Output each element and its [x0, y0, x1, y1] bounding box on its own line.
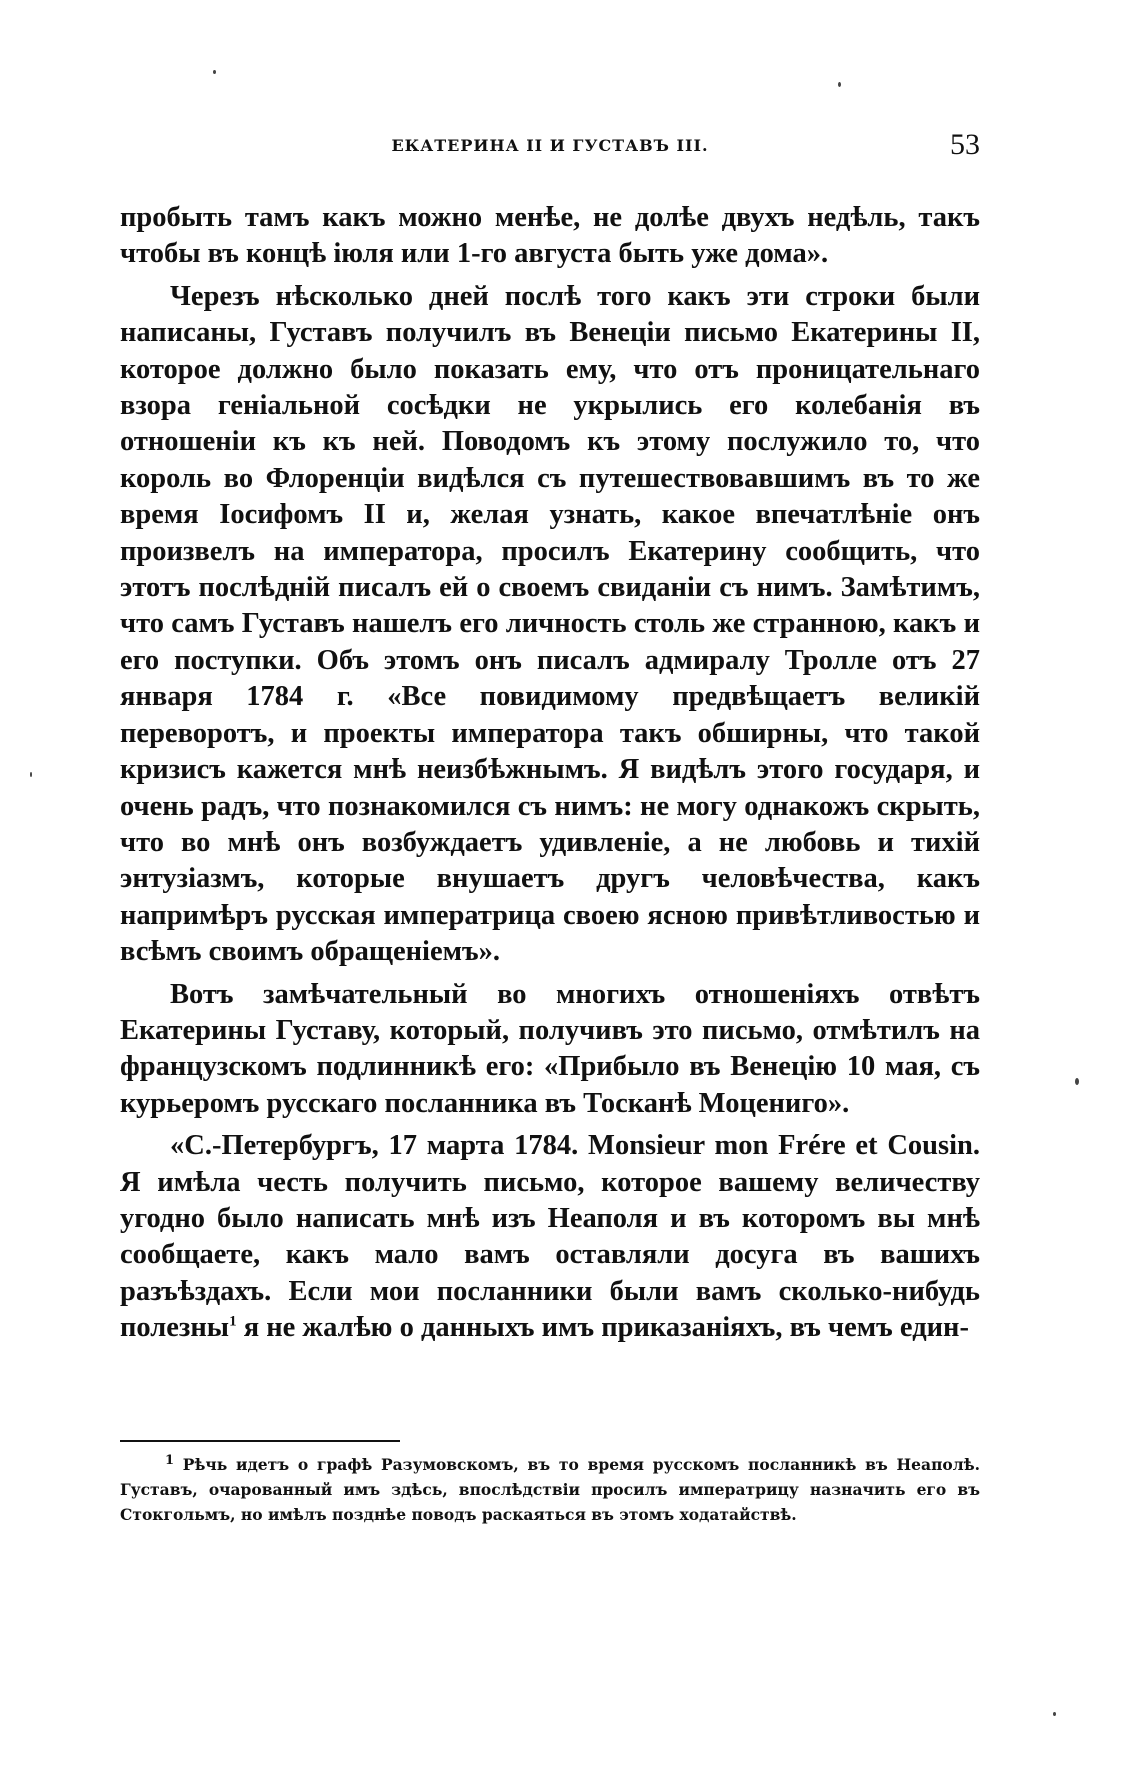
paragraph-continuation: пробыть тамъ какъ можно менѣе, не долѣе двухъ недѣль, такъ чтобы въ концѣ іюля или 1-го августа быть уже дома».	[120, 202, 980, 270]
scan-speck	[213, 70, 216, 74]
footnote-divider	[120, 1440, 400, 1442]
page-header	[120, 128, 980, 168]
page-number: 53	[950, 128, 980, 161]
scan-speck	[1053, 1712, 1056, 1716]
footnote-reference: 1	[229, 1313, 237, 1330]
scan-speck	[30, 772, 32, 777]
paragraph-catherine-reply: Вотъ замѣчательный во многихъ отношеніяхъ отвѣтъ Екатерины Густаву, который, получивъ это письмо, отмѣтилъ на французскомъ подлинникѣ его: «Прибыло въ Венецію 10 мая, съ курьеромъ русскаго посланника въ Тосканѣ Моцениго».	[120, 978, 980, 1119]
footnote-text: Рѣчь идетъ о графѣ Разумовскомъ, въ то время русскомъ посланникѣ въ Неаполѣ. Густавъ, очарованный имъ здѣсь, впослѣдствіи просилъ императрицу назначить его въ Стокгольмъ, но имѣлъ позднѣе поводъ раскаяться въ этомъ ходатайствѣ.	[120, 1455, 980, 1524]
body-text	[120, 200, 980, 1347]
paragraph-letter-text	[120, 1128, 980, 1346]
letter-text: «С.-Петербургъ, 17 марта 1784. Monsieur mon Frére et Cousin. Я имѣла честь получить письмо, которое вашему величеству угодно было написать мнѣ изъ Неаполя и въ которомъ вы мнѣ сообщаете, какъ мало вамъ оставляли досуга въ вашихъ разъѣздахъ. Если мои посланники были вамъ сколько-нибудь полезны	[120, 1130, 980, 1344]
footnote-marker: 1	[165, 1452, 175, 1468]
letter-text-continued: я не жалѣю о данныхъ имъ приказаніяхъ, въ чемъ един-	[236, 1312, 969, 1344]
running-title: ЕКАТЕРИНА II И ГУСТАВЪ III.	[391, 136, 709, 155]
scan-speck	[838, 82, 841, 87]
paragraph-gustav-letter: Черезъ нѣсколько дней послѣ того какъ эти строки были написаны, Густавъ получилъ въ Венеціи письмо Екатерины II, которое должно было показать ему, что отъ проницательнаго взора геніальной сосѣдки не укрылись его колебанія въ отношеніи къ къ ней. Поводомъ къ этому послужило то, что король во Флоренціи видѣлся съ путешествовавшимъ въ то же время Іосифомъ II и, желая узнать, какое впечатлѣніе онъ произвелъ на императора, просилъ Екатерину сообщить, что этотъ послѣдній писалъ ей о своемъ свиданіи съ нимъ. Замѣтимъ, что самъ Густавъ нашелъ его личность столь же странною, какъ и его поступки. Объ этомъ онъ писалъ адмиралу Тролле отъ 27 января 1784 г. «Все повидимому предвѣщаетъ великій переворотъ, и проекты императора такъ обширны, что такой кризисъ кажется мнѣ неизбѣжнымъ. Я видѣлъ этого государя, и очень радъ, что познакомился съ нимъ: не могу однакожъ скрыть, что во мнѣ онъ возбуждаетъ удивленіе, а не любовь и тихій энтузіазмъ, которые внушаетъ другъ человѣчества, какъ напримѣръ русская императрица своею ясною привѣтливостью и всѣмъ своимъ обращеніемъ».	[120, 280, 980, 968]
footnote	[120, 1452, 980, 1527]
scan-speck	[1075, 1078, 1079, 1085]
